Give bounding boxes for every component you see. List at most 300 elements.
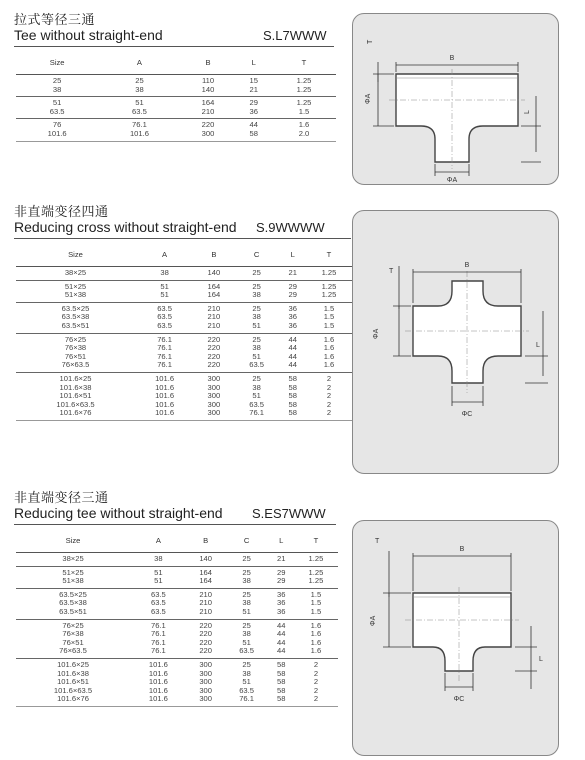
table-row-group [16, 97, 336, 119]
table-cell [16, 97, 98, 119]
table-cell [280, 372, 306, 420]
table-cell [234, 267, 280, 281]
table-cell [269, 566, 294, 588]
cell-value: 58 [288, 399, 297, 409]
cell-value: 101.6 [129, 128, 149, 138]
cell-value: 101.6 [155, 373, 175, 383]
table-cell [306, 372, 352, 420]
cell-value: 101.6×38 [57, 668, 89, 678]
cell-value: 1.6 [310, 629, 322, 639]
cell-value: 63.5 [157, 312, 172, 322]
cell-value: 21 [277, 554, 286, 563]
cell-value: 25 [252, 334, 261, 344]
cell-value: 300 [199, 694, 212, 704]
dim-label-l: L [524, 110, 531, 114]
table-cell [16, 619, 130, 658]
cell-value: 63.5 [157, 303, 172, 313]
cell-value: 58 [288, 373, 297, 383]
cell-value: 51×25 [62, 567, 84, 577]
cell-value: 76×38 [62, 629, 84, 639]
cell-value: 1.6 [310, 646, 322, 656]
cell-value: 101.6 [155, 408, 175, 418]
cell-value: 1.25 [308, 576, 324, 586]
cell-value: 220 [199, 629, 212, 639]
cell-value: 2 [326, 408, 332, 418]
table-row-group [16, 302, 352, 333]
cell-value: 300 [207, 399, 221, 409]
cell-value: 58 [277, 659, 286, 669]
cell-value: 63.5 [150, 589, 166, 599]
dim-label-b: B [459, 546, 465, 553]
section-reducing-tee [0, 470, 585, 760]
spec-table [16, 50, 336, 142]
cell-value: 1.25 [321, 268, 337, 277]
table-row-group [16, 658, 338, 706]
table-cell [135, 372, 194, 420]
table-cell [225, 588, 269, 619]
cell-value: 101.6×51 [59, 391, 92, 401]
cell-value: 38×25 [62, 554, 84, 563]
table-row-group [16, 267, 352, 281]
table-row-group [16, 333, 352, 372]
cell-value: 101.6×76 [59, 408, 92, 418]
cell-value: 25 [52, 76, 62, 85]
section-title-cn: 非直端变径四通 [14, 205, 109, 220]
cell-value: 2 [326, 399, 332, 409]
cell-value: 1.25 [296, 98, 312, 108]
dim-label-b: B [464, 262, 470, 269]
cell-value: 1.6 [323, 360, 335, 370]
cell-value: 51 [252, 320, 261, 330]
table-cell [235, 119, 272, 141]
cell-value: 164 [207, 290, 221, 300]
cell-value: 101.6 [155, 399, 175, 409]
spec-table [16, 528, 338, 707]
cell-value: 38 [252, 382, 261, 392]
table-cell [181, 75, 236, 97]
cell-value: 76.1 [132, 120, 147, 130]
dim-label-c: ΦC [453, 696, 465, 703]
cell-value: 51 [160, 290, 169, 300]
table-cell [16, 119, 98, 141]
table-cell [187, 658, 225, 706]
cell-value: 220 [207, 343, 221, 353]
section-title-en: Reducing cross without straight-end [14, 219, 237, 235]
table-cell [187, 553, 225, 567]
section-title-cn: 拉式等径三通 [14, 13, 96, 28]
table-cell [194, 280, 233, 302]
cell-value: 76×63.5 [59, 646, 87, 656]
table-cell [269, 588, 294, 619]
cell-value: 38 [242, 576, 251, 586]
table-cell [306, 280, 352, 302]
cell-value: 36 [277, 598, 286, 608]
dim-label-b: B [449, 55, 455, 62]
cell-value: 51×38 [64, 290, 87, 300]
cell-value: 25 [252, 281, 261, 291]
dim-label-l: L [536, 342, 540, 349]
cell-value: 51×25 [64, 281, 87, 291]
table-row-group [16, 619, 338, 658]
cell-value: 36 [288, 320, 297, 330]
cell-value: 63.5 [150, 606, 166, 616]
cell-value: 101.6×51 [57, 677, 89, 687]
cell-value: 76.1 [150, 646, 166, 656]
cell-value: 1.5 [310, 598, 322, 608]
cell-value: 63.5×25 [61, 303, 90, 313]
column-header: B [181, 50, 236, 75]
cell-value: 1.6 [323, 334, 335, 344]
table-cell [225, 658, 269, 706]
table-cell [272, 119, 336, 141]
cell-value: 63.5 [249, 399, 264, 409]
cell-value: 2 [313, 668, 319, 678]
table-cell [135, 302, 194, 333]
cell-value: 63.5 [157, 320, 172, 330]
column-header: C [234, 242, 280, 267]
cell-value: 51 [52, 98, 62, 108]
cell-value: 15 [249, 76, 258, 85]
cell-value: 29 [288, 281, 297, 291]
cell-value: 76.1 [157, 334, 172, 344]
cell-value: 1.5 [310, 589, 322, 599]
cell-value: 220 [199, 637, 212, 647]
section-code: S.ES7WWW [252, 506, 326, 521]
section-code: S.9WWWW [256, 220, 325, 235]
cell-value: 76×51 [62, 637, 84, 647]
table-cell [272, 97, 336, 119]
cell-value: 164 [199, 576, 212, 586]
dim-label-a: ΦA [373, 328, 380, 339]
cell-value: 63.5 [132, 106, 147, 116]
cell-value: 101.6×63.5 [56, 399, 95, 409]
cell-value: 51 [242, 637, 251, 647]
column-header: C [225, 528, 269, 553]
cell-value: 25 [252, 303, 261, 313]
cell-value: 76×25 [62, 620, 84, 630]
cell-value: 140 [207, 268, 221, 277]
table-cell [98, 97, 180, 119]
spec-table [16, 242, 352, 421]
cell-value: 51×38 [62, 576, 84, 586]
cell-value: 51 [242, 606, 251, 616]
cell-value: 101.6 [148, 694, 168, 704]
cell-value: 101.6 [148, 659, 168, 669]
cell-value: 51 [242, 677, 251, 687]
column-header: Size [16, 50, 98, 75]
cell-value: 58 [277, 694, 286, 704]
cell-value: 76.1 [157, 343, 172, 353]
dim-label-t: T [389, 268, 394, 275]
cell-value: 101.6 [148, 677, 168, 687]
cell-value: 2 [313, 694, 319, 704]
table-cell [194, 333, 233, 372]
cell-value: 58 [277, 677, 286, 687]
table-cell [194, 267, 233, 281]
column-header: Size [16, 242, 135, 267]
table-cell [187, 588, 225, 619]
cell-value: 76.1 [150, 620, 166, 630]
cell-value: 101.6 [155, 382, 175, 392]
dim-label-l: L [539, 656, 543, 663]
cell-value: 300 [201, 128, 215, 138]
cell-value: 210 [207, 320, 221, 330]
table-cell [269, 658, 294, 706]
table-cell [98, 119, 180, 141]
table-cell [16, 372, 135, 420]
column-header: B [194, 242, 233, 267]
cell-value: 58 [288, 408, 297, 418]
cell-value: 76.1 [150, 629, 166, 639]
table-cell [181, 119, 236, 141]
table-cell [235, 75, 272, 97]
cell-value: 44 [277, 620, 286, 630]
cell-value: 63.5×25 [59, 589, 87, 599]
cell-value: 101.6 [148, 685, 168, 695]
cell-value: 1.6 [323, 343, 335, 353]
cell-value: 1.5 [298, 106, 310, 116]
cell-value: 36 [277, 606, 286, 616]
section-tee [0, 0, 585, 190]
cell-value: 51 [154, 567, 163, 577]
cell-value: 1.6 [323, 351, 335, 361]
cell-value: 25 [242, 620, 251, 630]
table-row-group [16, 553, 338, 567]
cell-value: 300 [199, 668, 212, 678]
cell-value: 29 [277, 567, 286, 577]
cell-value: 25 [242, 554, 251, 563]
cell-value: 1.25 [321, 281, 337, 291]
dim-label-c: ΦA [446, 177, 458, 184]
cell-value: 58 [249, 128, 258, 138]
table-row-group [16, 372, 352, 420]
cell-value: 51 [154, 576, 163, 586]
cell-value: 58 [277, 685, 286, 695]
cell-value: 1.5 [323, 303, 335, 313]
table-cell [234, 372, 280, 420]
cell-value: 101.6×63.5 [53, 685, 93, 695]
table-cell [16, 588, 130, 619]
reducing-tee-diagram [353, 521, 558, 755]
cell-value: 1.6 [310, 620, 322, 630]
column-header: T [306, 242, 352, 267]
cell-value: 44 [277, 646, 286, 656]
table-cell [280, 333, 306, 372]
cell-value: 210 [199, 606, 212, 616]
cell-value: 29 [288, 290, 297, 300]
cell-value: 140 [199, 554, 212, 563]
cell-value: 76.1 [150, 637, 166, 647]
cell-value: 58 [288, 382, 297, 392]
table-cell [16, 658, 130, 706]
cell-value: 101.6 [155, 391, 175, 401]
cell-value: 51 [252, 351, 261, 361]
cell-value: 38×25 [64, 268, 87, 277]
cell-value: 1.25 [308, 554, 324, 563]
table-cell [306, 302, 352, 333]
cell-value: 51 [135, 98, 144, 108]
table-cell [187, 566, 225, 588]
table-cell [269, 553, 294, 567]
cell-value: 101.6×38 [59, 382, 92, 392]
cell-value: 44 [288, 351, 297, 361]
table-cell [135, 333, 194, 372]
cell-value: 63.5 [249, 360, 264, 370]
table-cell [234, 333, 280, 372]
table-cell [234, 280, 280, 302]
cell-value: 76×25 [64, 334, 87, 344]
cell-value: 110 [201, 76, 215, 85]
table-cell [187, 619, 225, 658]
table-cell [225, 566, 269, 588]
cell-value: 220 [199, 620, 212, 630]
column-header: T [272, 50, 336, 75]
cell-value: 300 [199, 659, 212, 669]
table-cell [280, 302, 306, 333]
cell-value: 101.6×76 [57, 694, 89, 704]
cell-value: 76.1 [157, 351, 172, 361]
dim-label-a: ΦA [365, 93, 372, 104]
cell-value: 2 [313, 685, 319, 695]
cell-value: 2 [326, 373, 332, 383]
table-cell [225, 553, 269, 567]
cell-value: 38 [252, 290, 261, 300]
cell-value: 63.5 [239, 646, 254, 656]
cell-value: 76×51 [64, 351, 87, 361]
table-cell [16, 553, 130, 567]
cell-value: 63.5×51 [61, 320, 90, 330]
table-cell [16, 566, 130, 588]
section-reducing-cross [0, 190, 585, 470]
cell-value: 25 [135, 76, 144, 85]
cell-value: 1.5 [310, 606, 322, 616]
table-cell [280, 267, 306, 281]
cell-value: 29 [277, 576, 286, 586]
cell-value: 220 [201, 120, 215, 130]
table-row-group [16, 280, 352, 302]
cell-value: 44 [288, 343, 297, 353]
cell-value: 101.6×25 [57, 659, 89, 669]
cell-value: 2 [313, 677, 319, 687]
cell-value: 76×38 [64, 343, 87, 353]
cell-value: 36 [249, 106, 258, 116]
cell-value: 44 [249, 120, 258, 130]
title-divider [14, 238, 351, 239]
table-cell [294, 553, 338, 567]
diagram-panel [352, 210, 559, 474]
cell-value: 220 [207, 334, 221, 344]
cell-value: 220 [207, 351, 221, 361]
cell-value: 220 [199, 646, 212, 656]
diagram-panel [352, 13, 559, 185]
table-cell [194, 372, 233, 420]
title-divider [14, 524, 336, 525]
cell-value: 44 [277, 637, 286, 647]
cell-value: 1.5 [323, 320, 335, 330]
cell-value: 1.25 [308, 567, 324, 577]
table-cell [269, 619, 294, 658]
cell-value: 38 [242, 668, 251, 678]
cell-value: 210 [207, 312, 221, 322]
cell-value: 21 [249, 84, 258, 94]
cell-value: 36 [288, 303, 297, 313]
cell-value: 25 [242, 589, 251, 599]
cell-value: 210 [201, 106, 215, 116]
table-cell [234, 302, 280, 333]
cell-value: 38 [242, 598, 251, 608]
table-cell [16, 267, 135, 281]
cell-value: 210 [199, 589, 212, 599]
cell-value: 210 [207, 303, 221, 313]
cell-value: 38 [252, 343, 261, 353]
table-row-group [16, 75, 336, 97]
cell-value: 210 [199, 598, 212, 608]
table-cell [294, 619, 338, 658]
cell-value: 63.5×38 [61, 312, 90, 322]
cell-value: 220 [207, 360, 221, 370]
cell-value: 38 [135, 84, 144, 94]
cell-value: 300 [199, 677, 212, 687]
cell-value: 58 [288, 391, 297, 401]
table-cell [98, 75, 180, 97]
cell-value: 1.6 [310, 637, 322, 647]
cell-value: 300 [207, 373, 221, 383]
table-cell [181, 97, 236, 119]
cell-value: 1.6 [298, 120, 310, 130]
diagram-panel [352, 520, 559, 756]
cell-value: 63.5 [150, 598, 166, 608]
table-cell [294, 588, 338, 619]
column-header: L [269, 528, 294, 553]
cell-value: 25 [242, 567, 251, 577]
table-cell [135, 267, 194, 281]
cell-value: 51 [160, 281, 169, 291]
table-row-group [16, 119, 336, 141]
cell-value: 76×63.5 [61, 360, 90, 370]
cell-value: 63.5×51 [59, 606, 87, 616]
table-cell [194, 302, 233, 333]
section-title-en: Reducing tee without straight-end [14, 505, 223, 521]
column-header: A [130, 528, 187, 553]
table-cell [16, 333, 135, 372]
dim-label-t: T [375, 538, 380, 545]
cell-value: 76.1 [157, 360, 172, 370]
column-header: A [98, 50, 180, 75]
table-cell [235, 97, 272, 119]
cell-value: 63.5 [239, 685, 254, 695]
table-cell [16, 75, 98, 97]
cell-value: 25 [242, 659, 251, 669]
cell-value: 101.6 [47, 128, 67, 138]
cell-value: 25 [252, 268, 261, 277]
table-cell [306, 267, 352, 281]
cell-value: 63.5×38 [59, 598, 87, 608]
cell-value: 164 [201, 98, 215, 108]
cell-value: 25 [252, 373, 261, 383]
cell-value: 36 [288, 312, 297, 322]
cell-value: 44 [277, 629, 286, 639]
column-header: B [187, 528, 225, 553]
cell-value: 300 [199, 685, 212, 695]
cell-value: 101.6 [148, 668, 168, 678]
table-cell [272, 75, 336, 97]
cell-value: 76.1 [249, 408, 264, 418]
table-cell [16, 302, 135, 333]
column-header: Size [16, 528, 130, 553]
cell-value: 44 [288, 360, 297, 370]
cross-diagram [353, 211, 558, 473]
table-cell [130, 566, 187, 588]
